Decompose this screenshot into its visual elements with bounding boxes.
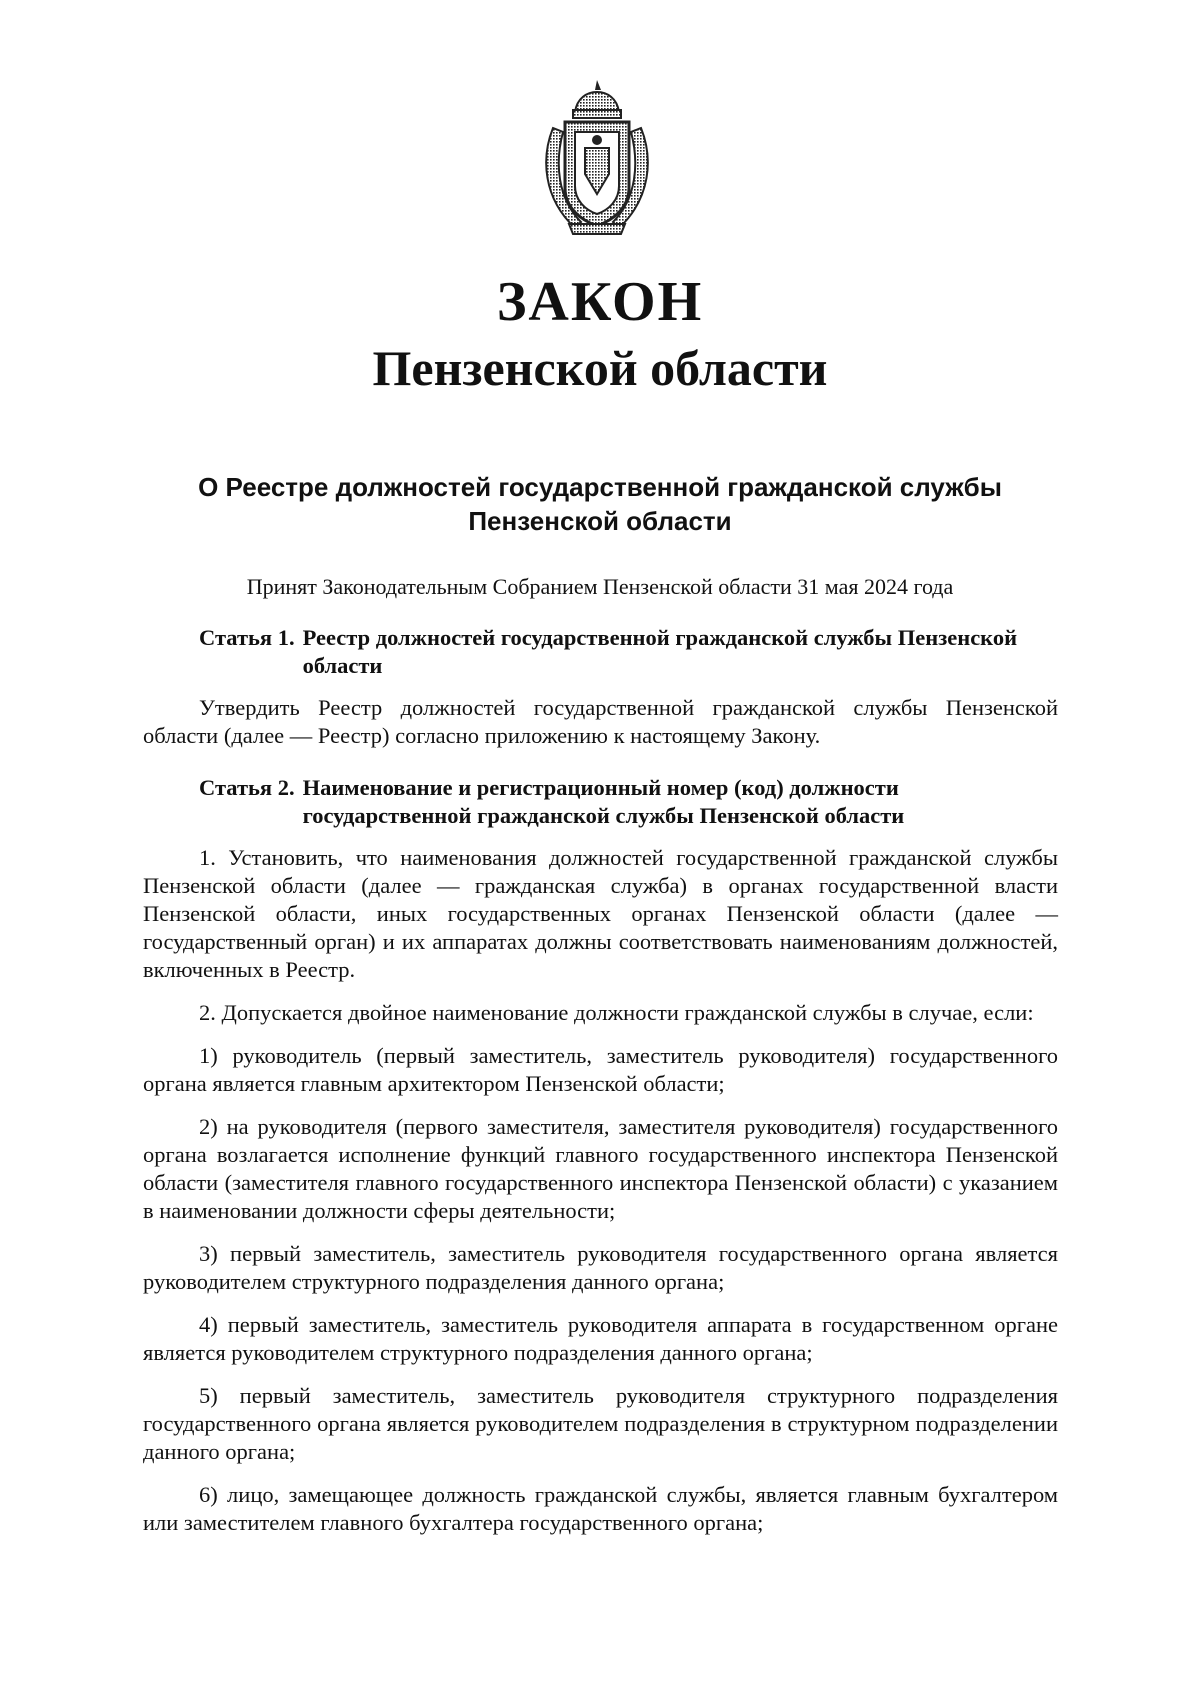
adoption-note: Принят Законодательным Собранием Пензенской области 31 мая 2024 года [246,574,954,599]
coat-of-arms-emblem [535,78,659,238]
article-heading [143,774,1058,830]
article-number: Статья 2. [199,775,295,800]
article-title: Наименование и регистрационный номер (код) должности государственной гражданской службы Пензенской области [302,775,905,828]
list-item: 2) на руководителя (первого заместителя, заместителя руководителя) государственного органа возлагается исполнение функций главного государственного инспектора Пензенской области (заместителя главного государственного инспектора Пензенской области) с указанием в наименовании должности сферы деятельности; [143,1114,1058,1223]
list-item: 4) первый заместитель, заместитель руководителя аппарата в государственном органе является руководителем структурного подразделения данного органа; [143,1312,1058,1365]
paragraph: 2. Допускается двойное наименование должности гражданской службы в случае, если: [199,1000,1034,1025]
list-item: 3) первый заместитель, заместитель руководителя государственного органа является руководителем структурного подразделения данного органа; [143,1241,1058,1294]
paragraph: 1. Установить, что наименования должностей государственной гражданской службы Пензенской области (далее — гражданская служба) в органах государственной власти Пензенской области, иных государственных органах Пензенской области (далее — государственный орган) и их аппаратах должны соответствовать наименованиям должностей, включенных в Реестр. [143,845,1058,982]
article-heading [143,624,1058,680]
list-item: 6) лицо, замещающее должность гражданской службы, является главным бухгалтером или заместителем главного бухгалтера государственного органа; [143,1482,1058,1535]
document-body [143,624,1058,1552]
paragraph: Утвердить Реестр должностей государственной гражданской службы Пензенской области (далее — Реестр) согласно приложению к настоящему Закону. [143,695,1058,748]
list-item: 5) первый заместитель, заместитель руководителя структурного подразделения государственного органа является руководителем подразделения в структурном подразделении данного органа; [143,1383,1058,1464]
document-title: ЗАКОН [496,271,704,333]
law-name: О Реестре должностей государственной гражданской службы Пензенской области [198,472,1002,536]
article-number: Статья 1. [199,625,295,650]
list-item: 1) руководитель (первый заместитель, заместитель руководителя) государственного органа является главным архитектором Пензенской области; [143,1043,1058,1096]
document-subtitle: Пензенской области [372,340,828,396]
article-title: Реестр должностей государственной гражданской службы Пензенской области [302,625,1018,678]
